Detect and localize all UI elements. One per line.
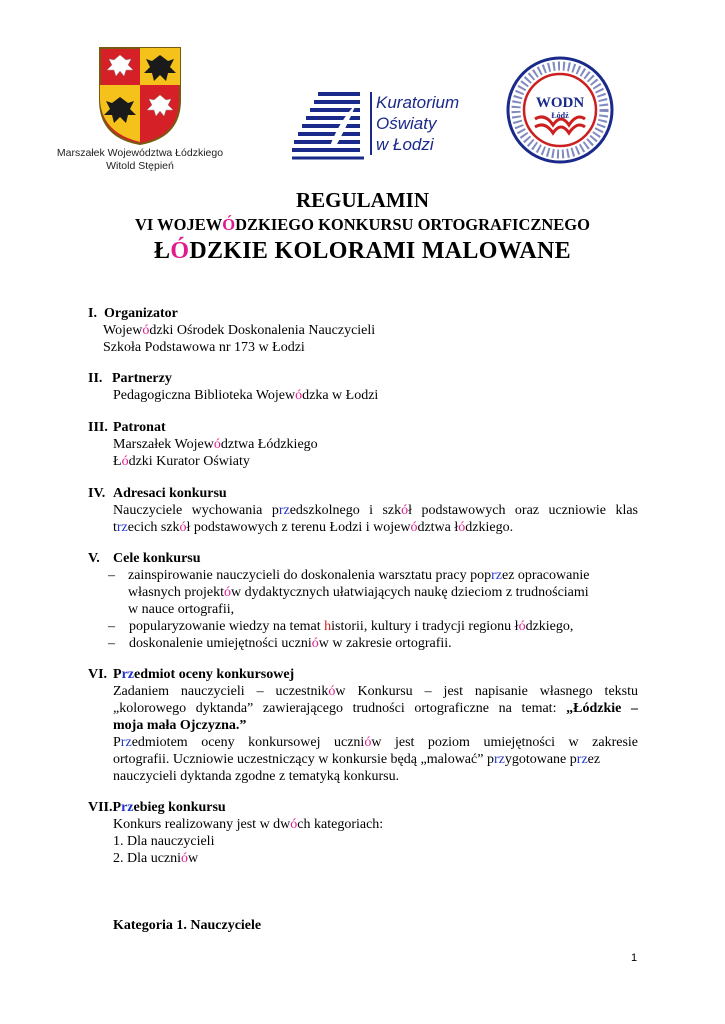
wodn-city: Łódź xyxy=(551,111,569,120)
section-przebieg-heading: VII.Przebieg konkursu xyxy=(88,800,226,815)
kuratorium-logo xyxy=(290,90,460,162)
organizer-wodn: Wojewódzki Ośrodek Doskonalenia Nauczycieli xyxy=(103,323,376,338)
addressees-line2: trzecich szkół podstawowych z terenu Łodzi i województwa łódzkiego. xyxy=(113,520,514,535)
section-patronat-heading: III. Patronat xyxy=(88,420,166,435)
title-motto: ŁÓDZKIE KOLORAMI MALOWANE xyxy=(154,238,571,264)
category-list-item-2: 2. Dla uczniów xyxy=(113,851,199,866)
marshal-logo xyxy=(90,45,190,147)
partner-library: Pedagogiczna Biblioteka Wojewódzka w Łodzi xyxy=(113,388,379,403)
subject-line4: Przedmiotem oceny konkursowej uczniów jest poziom umiejętności w zakresie xyxy=(113,735,638,750)
goal-list-item-1: – zainspirowanie nauczycieli do doskonalenia warsztatu pracy poprzez opracowanie własnych projektów dydaktycznych ułatwiających naukę dzieciom z trudnościami w nauce ortografii, xyxy=(108,568,590,617)
title-competition: VI WOJEWÓDZKIEGO KONKURSU ORTOGRAFICZNEGO xyxy=(135,215,590,234)
kuratorium-name-line2: Oświaty xyxy=(376,114,437,133)
patron-marshal: Marszałek Województwa Łódzkiego xyxy=(113,437,318,452)
subject-topic: moja mała Ojczyzna.” xyxy=(113,718,247,733)
wodn-logo xyxy=(505,55,615,165)
subject-line2: „kolorowego dyktanda” zawierającego trudności ortograficzne na temat: „Łódzkie – xyxy=(113,701,638,716)
section-przedmiot-heading: VI. Przedmiot oceny konkursowej xyxy=(88,667,295,682)
section-adresaci-heading: IV. Adresaci konkursu xyxy=(88,486,227,501)
title-regulamin: REGULAMIN xyxy=(295,188,429,212)
goal-list-item-3: – doskonalenie umiejętności uczniów w zakresie ortografii. xyxy=(108,636,452,651)
kuratorium-name-line3: w Łodzi xyxy=(376,135,434,154)
organizer-school: Szkoła Podstawowa nr 173 w Łodzi xyxy=(103,340,305,355)
section-organizator-heading: I. Organizator xyxy=(88,306,178,321)
patron-kurator: Łódzki Kurator Oświaty xyxy=(113,454,250,469)
category-1-heading: Kategoria 1. Nauczyciele xyxy=(113,918,262,933)
marshal-caption-line2: Witold Stępień xyxy=(106,160,174,172)
section-cele-heading: V. Cele konkursu xyxy=(88,551,201,566)
subject-line6: nauczycieli dyktanda zgodne z tematyką konkursu. xyxy=(113,769,400,784)
goal-list-item-2: – popularyzowanie wiedzy na temat historii, kultury i tradycji regionu łódzkiego, xyxy=(108,619,574,634)
section-partnerzy-heading: II. Partnerzy xyxy=(88,371,172,386)
category-list-item-1: 1. Dla nauczycieli xyxy=(113,834,215,849)
subject-line1: Zadaniem nauczycieli – uczestników Konkursu – jest napisanie własnego tekstu xyxy=(113,684,638,699)
kuratorium-name-line1: Kuratorium xyxy=(376,93,460,112)
subject-line5: ortografii. Uczniowie uczestniczący w konkursie będą „malować” przygotowane przez xyxy=(113,752,601,767)
page-number: 1 xyxy=(631,952,638,964)
course-intro: Konkurs realizowany jest w dwóch kategoriach: xyxy=(113,817,384,832)
coat-of-arms-icon xyxy=(90,45,190,147)
book-feather-icon xyxy=(290,90,370,162)
addressees-line1: Nauczyciele wychowania przedszkolnego i szkół podstawowych oraz uczniowie klas xyxy=(113,503,638,518)
wodn-name: WODN xyxy=(535,95,585,111)
marshal-caption xyxy=(45,147,235,173)
marshal-caption-line1: Marszałek Województwa Łódzkiego xyxy=(56,147,224,159)
